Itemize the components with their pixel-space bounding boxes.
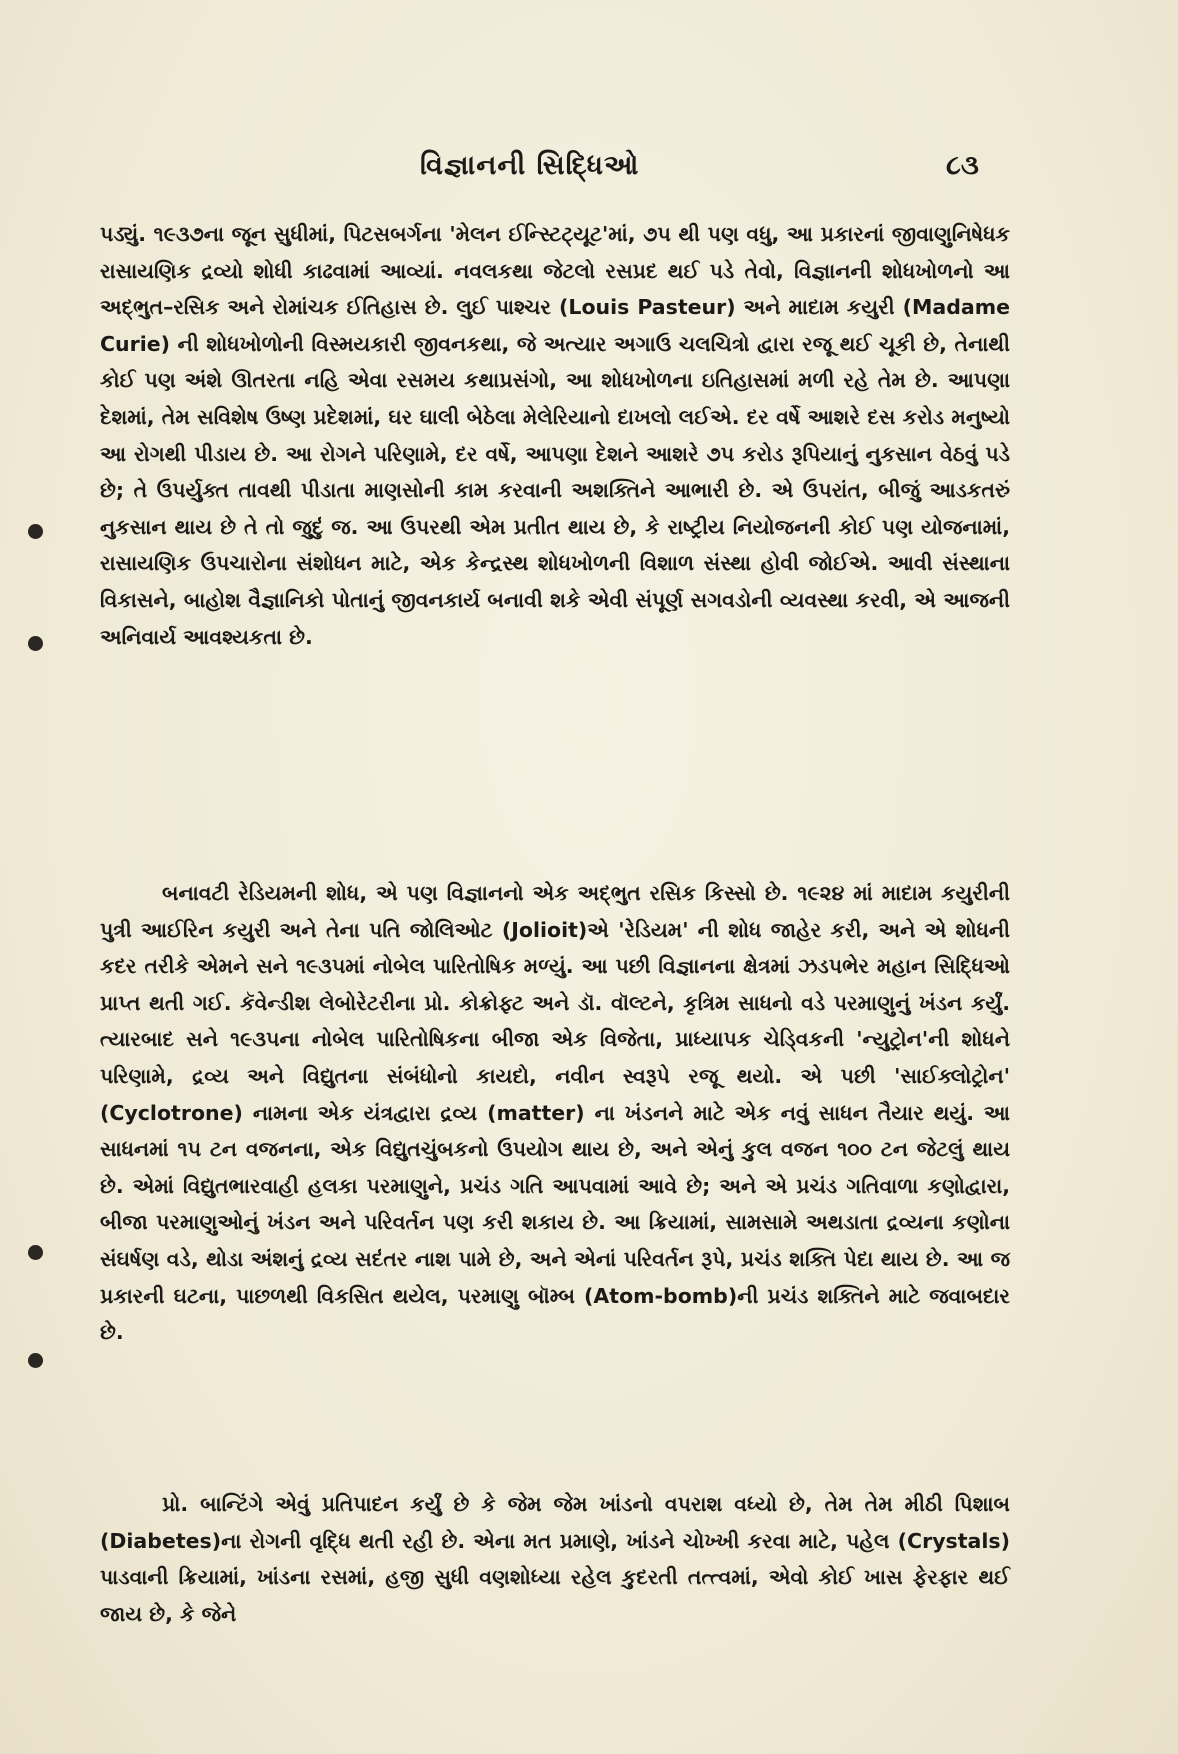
paragraph-block-1 bbox=[100, 216, 1010, 655]
paragraph-block-2 bbox=[100, 875, 1010, 1351]
chapter-title: વિજ્ઞાનની સિદ્ધિઓ bbox=[420, 150, 640, 181]
binding-hole bbox=[28, 1245, 43, 1260]
running-head bbox=[0, 150, 1178, 190]
paragraph-2: બનાવટી રેડિયમની શોધ, એ પણ વિજ્ઞાનનો એક અદ્ભુત રસિક કિસ્સો છે. ૧૯૨૪ માં માદામ કયુરીની પુત્રી આઈરિન કયુરી અને તેના પતિ જોલિઓટ (Jolioit)એ 'રેડિયમ' ની શોધ જાહેર કરી, અને એ શોધની કદર તરીકે એમને સને ૧૯૩૫માં નોબેલ પારિતોષિક મળ્યું. આ પછી વિજ્ઞાનના ક્ષેત્રમાં ઝડપભેર મહાન સિદ્ધિઓ પ્રાપ્ત થતી ગઈ. કૅવેન્ડીશ લેબોરેટરીના પ્રો. કોક્રોફ્ટ અને ડૉ. વૉલ્ટને, કૃત્રિમ સાધનો વડે પરમાણુનું ખંડન કર્યું. ત્યારબાદ સને ૧૯૩૫ના નોબેલ પારિતોષિકના બીજા એક વિજેતા, પ્રાધ્યાપક ચેડ્વિકની 'ન્યુટ્રોન'ની શોધને પરિણામે, દ્રવ્ય અને વિદ્યુતના સંબંધોનો કાયદો, નવીન સ્વરૂપે રજૂ થયો. એ પછી 'સાઈક્લોટ્રોન' (Cyclotrone) નામના એક યંત્રદ્વારા દ્રવ્ય (matter) ના ખંડનને માટે એક નવું સાધન તૈયાર થયું. આ સાધનમાં ૧૫ ટન વજનના, એક વિદ્યુતચુંબકનો ઉપયોગ થાય છે, અને એનું કુલ વજન ૧૦૦ ટન જેટલું થાય છે. એમાં વિદ્યુતભારવાહી હલકા પરમાણુને, પ્રચંડ ગતિ આપવામાં આવે છે; અને એ પ્રચંડ ગતિવાળા કણોદ્વારા, બીજા પરમાણુઓનું ખંડન અને પરિવર્તન પણ કરી શકાય છે. આ ક્રિયામાં, સામસામે અથડાતા દ્રવ્યના કણોના સંઘર્ષણ વડે, થોડા અંશનું દ્રવ્ય સદંતર નાશ પામે છે, અને એનાં પરિવર્તન રૂપે, પ્રચંડ શક્તિ પેદા થાય છે. આ જ પ્રકારની ઘટના, પાછળથી વિકસિત થયેલ, પરમાણુ બૉમ્બ (Atom-bomb)ની પ્રચંડ શક્તિને માટે જવાબદાર છે. bbox=[100, 881, 1010, 1345]
paragraph-block-3 bbox=[100, 1486, 1010, 1632]
binding-hole bbox=[28, 524, 43, 539]
page-number: ૮૩ bbox=[946, 150, 979, 181]
paragraph-3: પ્રો. બાન્ટિંગે એવું પ્રતિપાદન કર્યું છે કે જેમ જેમ ખાંડનો વપરાશ વધ્યો છે, તેમ તેમ મીઠી પિશાબ (Diabetes)ના રોગની વૃદ્ધિ થતી રહી છે. એના મત પ્રમાણે, ખાંડને ચોખ્ખી કરવા માટે, પહેલ (Crystals) પાડવાની ક્રિયામાં, ખાંડના રસમાં, હજી સુધી વણશોધ્યા રહેલ કુદરતી તત્ત્વમાં, એવો કોઈ ખાસ ફેરફાર થઈ જાય છે, કે જેને bbox=[100, 1492, 1010, 1626]
binding-hole bbox=[28, 636, 43, 651]
paragraph-1: પડ્યું. ૧૯૩૭ના જૂન સુધીમાં, પિટસબર્ગના 'મેલન ઈન્સ્ટિટ્યૂટ'માં, ૭૫ થી પણ વધુ, આ પ્રકારનાં જીવાણુનિષેધક રાસાયણિક દ્રવ્યો શોધી કાઢવામાં આવ્યાં. નવલકથા જેટલો રસપ્રદ થઈ પડે તેવો, વિજ્ઞાનની શોધખોળનો આ અદ્ભુત–રસિક અને રોમાંચક ઈતિહાસ છે. લુઈ પાશ્ચર (Louis Pasteur) અને માદામ કયુરી (Madame Curie) ની શોધખોળોની વિસ્મયકારી જીવનકથા, જે અત્યાર અગાઉ ચલચિત્રો દ્વારા રજૂ થઈ ચૂકી છે, તેનાથી કોઈ પણ અંશે ઊતરતા નહિ એવા રસમય કથાપ્રસંગો, આ શોધખોળના ઇતિહાસમાં મળી રહે તેમ છે. આપણા દેશમાં, તેમ સવિશેષ ઉષ્ણ પ્રદેશમાં, ઘર ઘાલી બેઠેલા મેલેરિયાનો દાખલો લઈએ. દર વર્ષે આશરે દસ કરોડ મનુષ્યો આ રોગથી પીડાય છે. આ રોગને પરિણામે, દર વર્ષે, આપણા દેશને આશરે ૭૫ કરોડ રૂપિયાનું નુકસાન વેઠવું પડે છે; તે ઉપર્યુક્ત તાવથી પીડાતા માણસોની કામ કરવાની અશક્તિને આભારી છે. એ ઉપરાંત, બીજું આડકતરું નુકસાન થાય છે તે તો જુદું જ. આ ઉપરથી એમ પ્રતીત થાય છે, કે રાષ્ટ્રીય નિયોજનની કોઈ પણ યોજનામાં, રાસાયણિક ઉપચારોના સંશોધન માટે, એક કેન્દ્રસ્થ શોધખોળની વિશાળ સંસ્થા હોવી જોઈએ. આવી સંસ્થાના વિકાસને, બાહોશ વૈજ્ઞાનિકો પોતાનું જીવનકાર્ય બનાવી શકે એવી સંપૂર્ણ સગવડોની વ્યવસ્થા કરવી, એ આજની અનિવાર્ય આવશ્યકતા છે. bbox=[100, 222, 1010, 649]
binding-hole bbox=[28, 1353, 43, 1368]
